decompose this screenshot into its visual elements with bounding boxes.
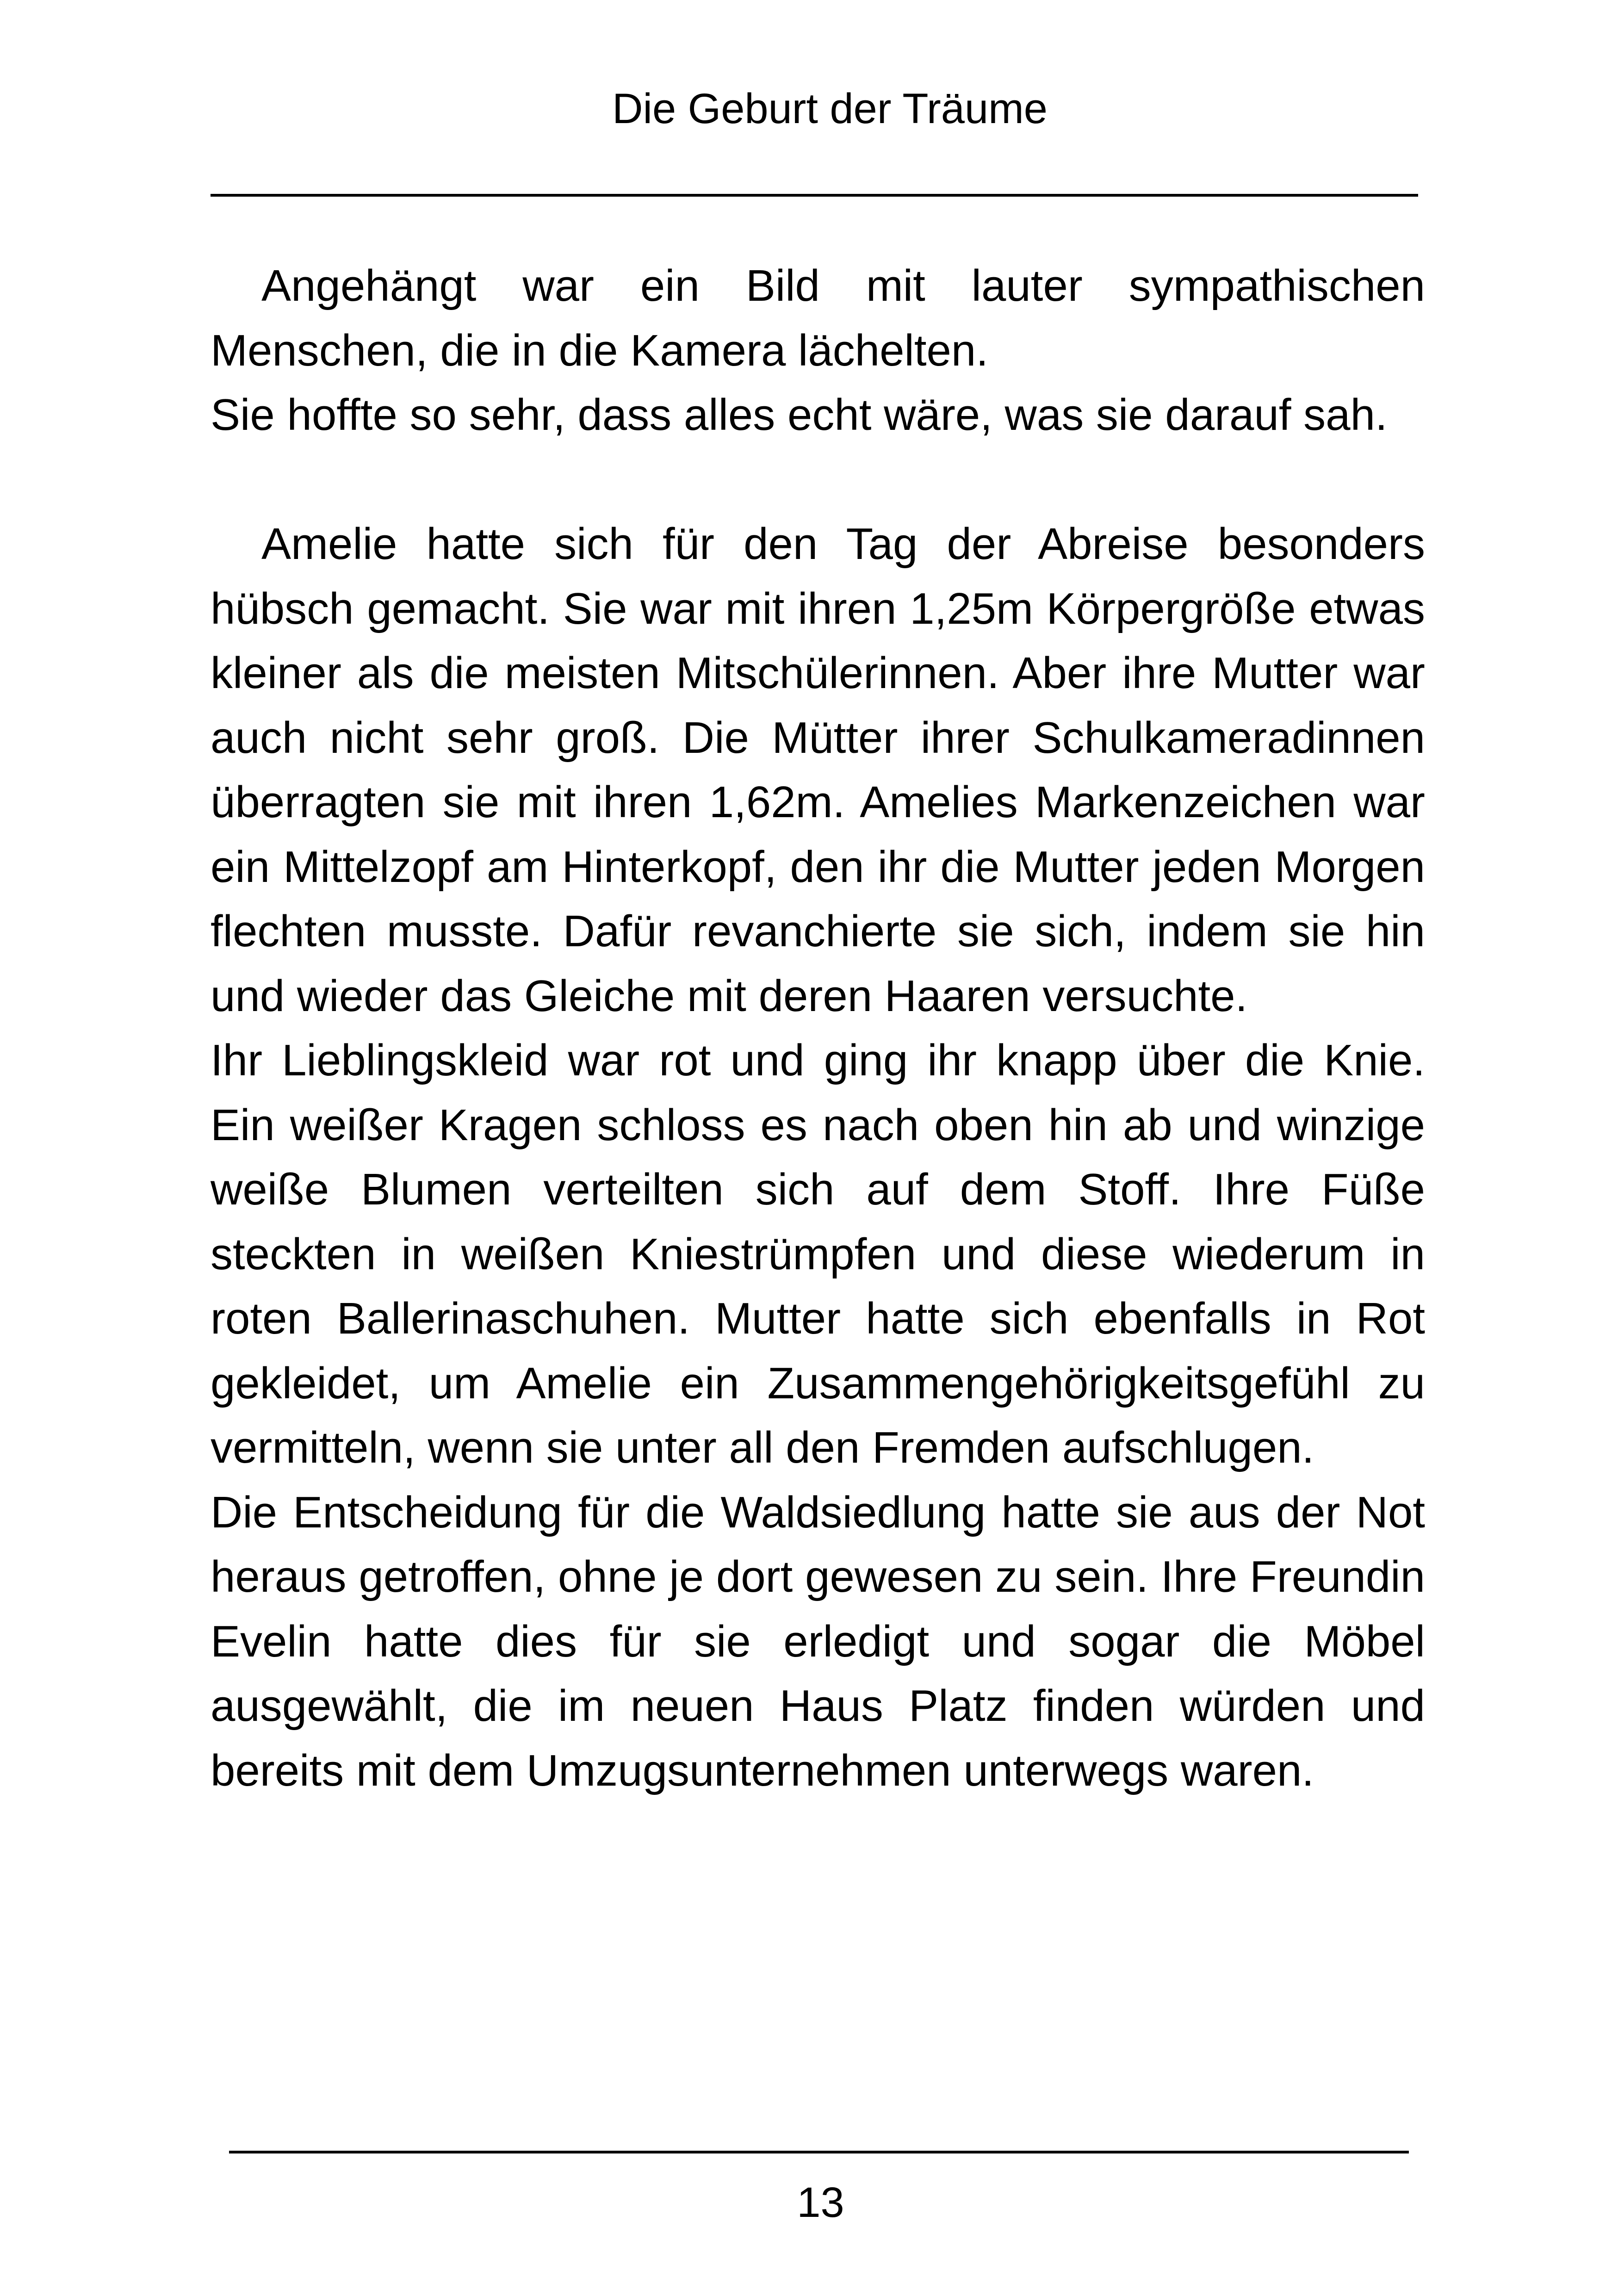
page-body <box>211 254 1425 1803</box>
header-divider <box>211 194 1418 197</box>
paragraph-2: Sie hoffte so sehr, dass alles echt wäre, was sie darauf sah. <box>211 390 1388 440</box>
page-number: 13 <box>797 2179 844 2226</box>
paragraph-1: Angehängt war ein Bild mit lauter sympathischen Menschen, die in die Kamera lächelten. <box>211 261 1425 375</box>
paragraph-4: Ihr Lieblingskleid war rot und ging ihr knapp über die Knie. Ein weißer Kragen schloss es nach oben hin ab und winzige weiße Blumen verteilten sich auf dem Stoff. Ihre Füße steckten in weißen Kniestrümpfen und diese wiederum in roten Ballerinaschuhen. Mutter hatte sich ebenfalls in Rot gekleidet, um Amelie ein Zusammengehörigkeitsgefühl zu vermitteln, wenn sie unter all den Fremden aufschlugen. <box>211 1036 1425 1472</box>
paragraph-5: Die Entscheidung für die Waldsiedlung hatte sie aus der Not heraus getroffen, ohne je dort gewesen zu sein. Ihre Freundin Evelin hatte dies für sie erledigt und sogar die Möbel ausgewählt, die im neuen Haus Platz finden würden und bereits mit dem Umzugsunternehmen unterwegs waren. <box>211 1487 1425 1795</box>
paragraph-3: Amelie hatte sich für den Tag der Abreise besonders hübsch gemacht. Sie war mit ihren 1,25m Körpergröße etwas kleiner als die meisten Mitschülerinnen. Aber ihre Mutter war auch nicht sehr groß. Die Mütter ihrer Schulkameradinnen überragten sie mit ihren 1,62m. Amelies Markenzeichen war ein Mittelzopf am Hinterkopf, den ihr die Mutter jeden Morgen flechten musste. Dafür revanchierte sie sich, indem sie hin und wieder das Gleiche mit deren Haaren versuchte. <box>211 519 1425 1021</box>
footer-divider <box>229 2151 1409 2153</box>
running-header-title: Die Geburt der Träume <box>612 85 1048 132</box>
